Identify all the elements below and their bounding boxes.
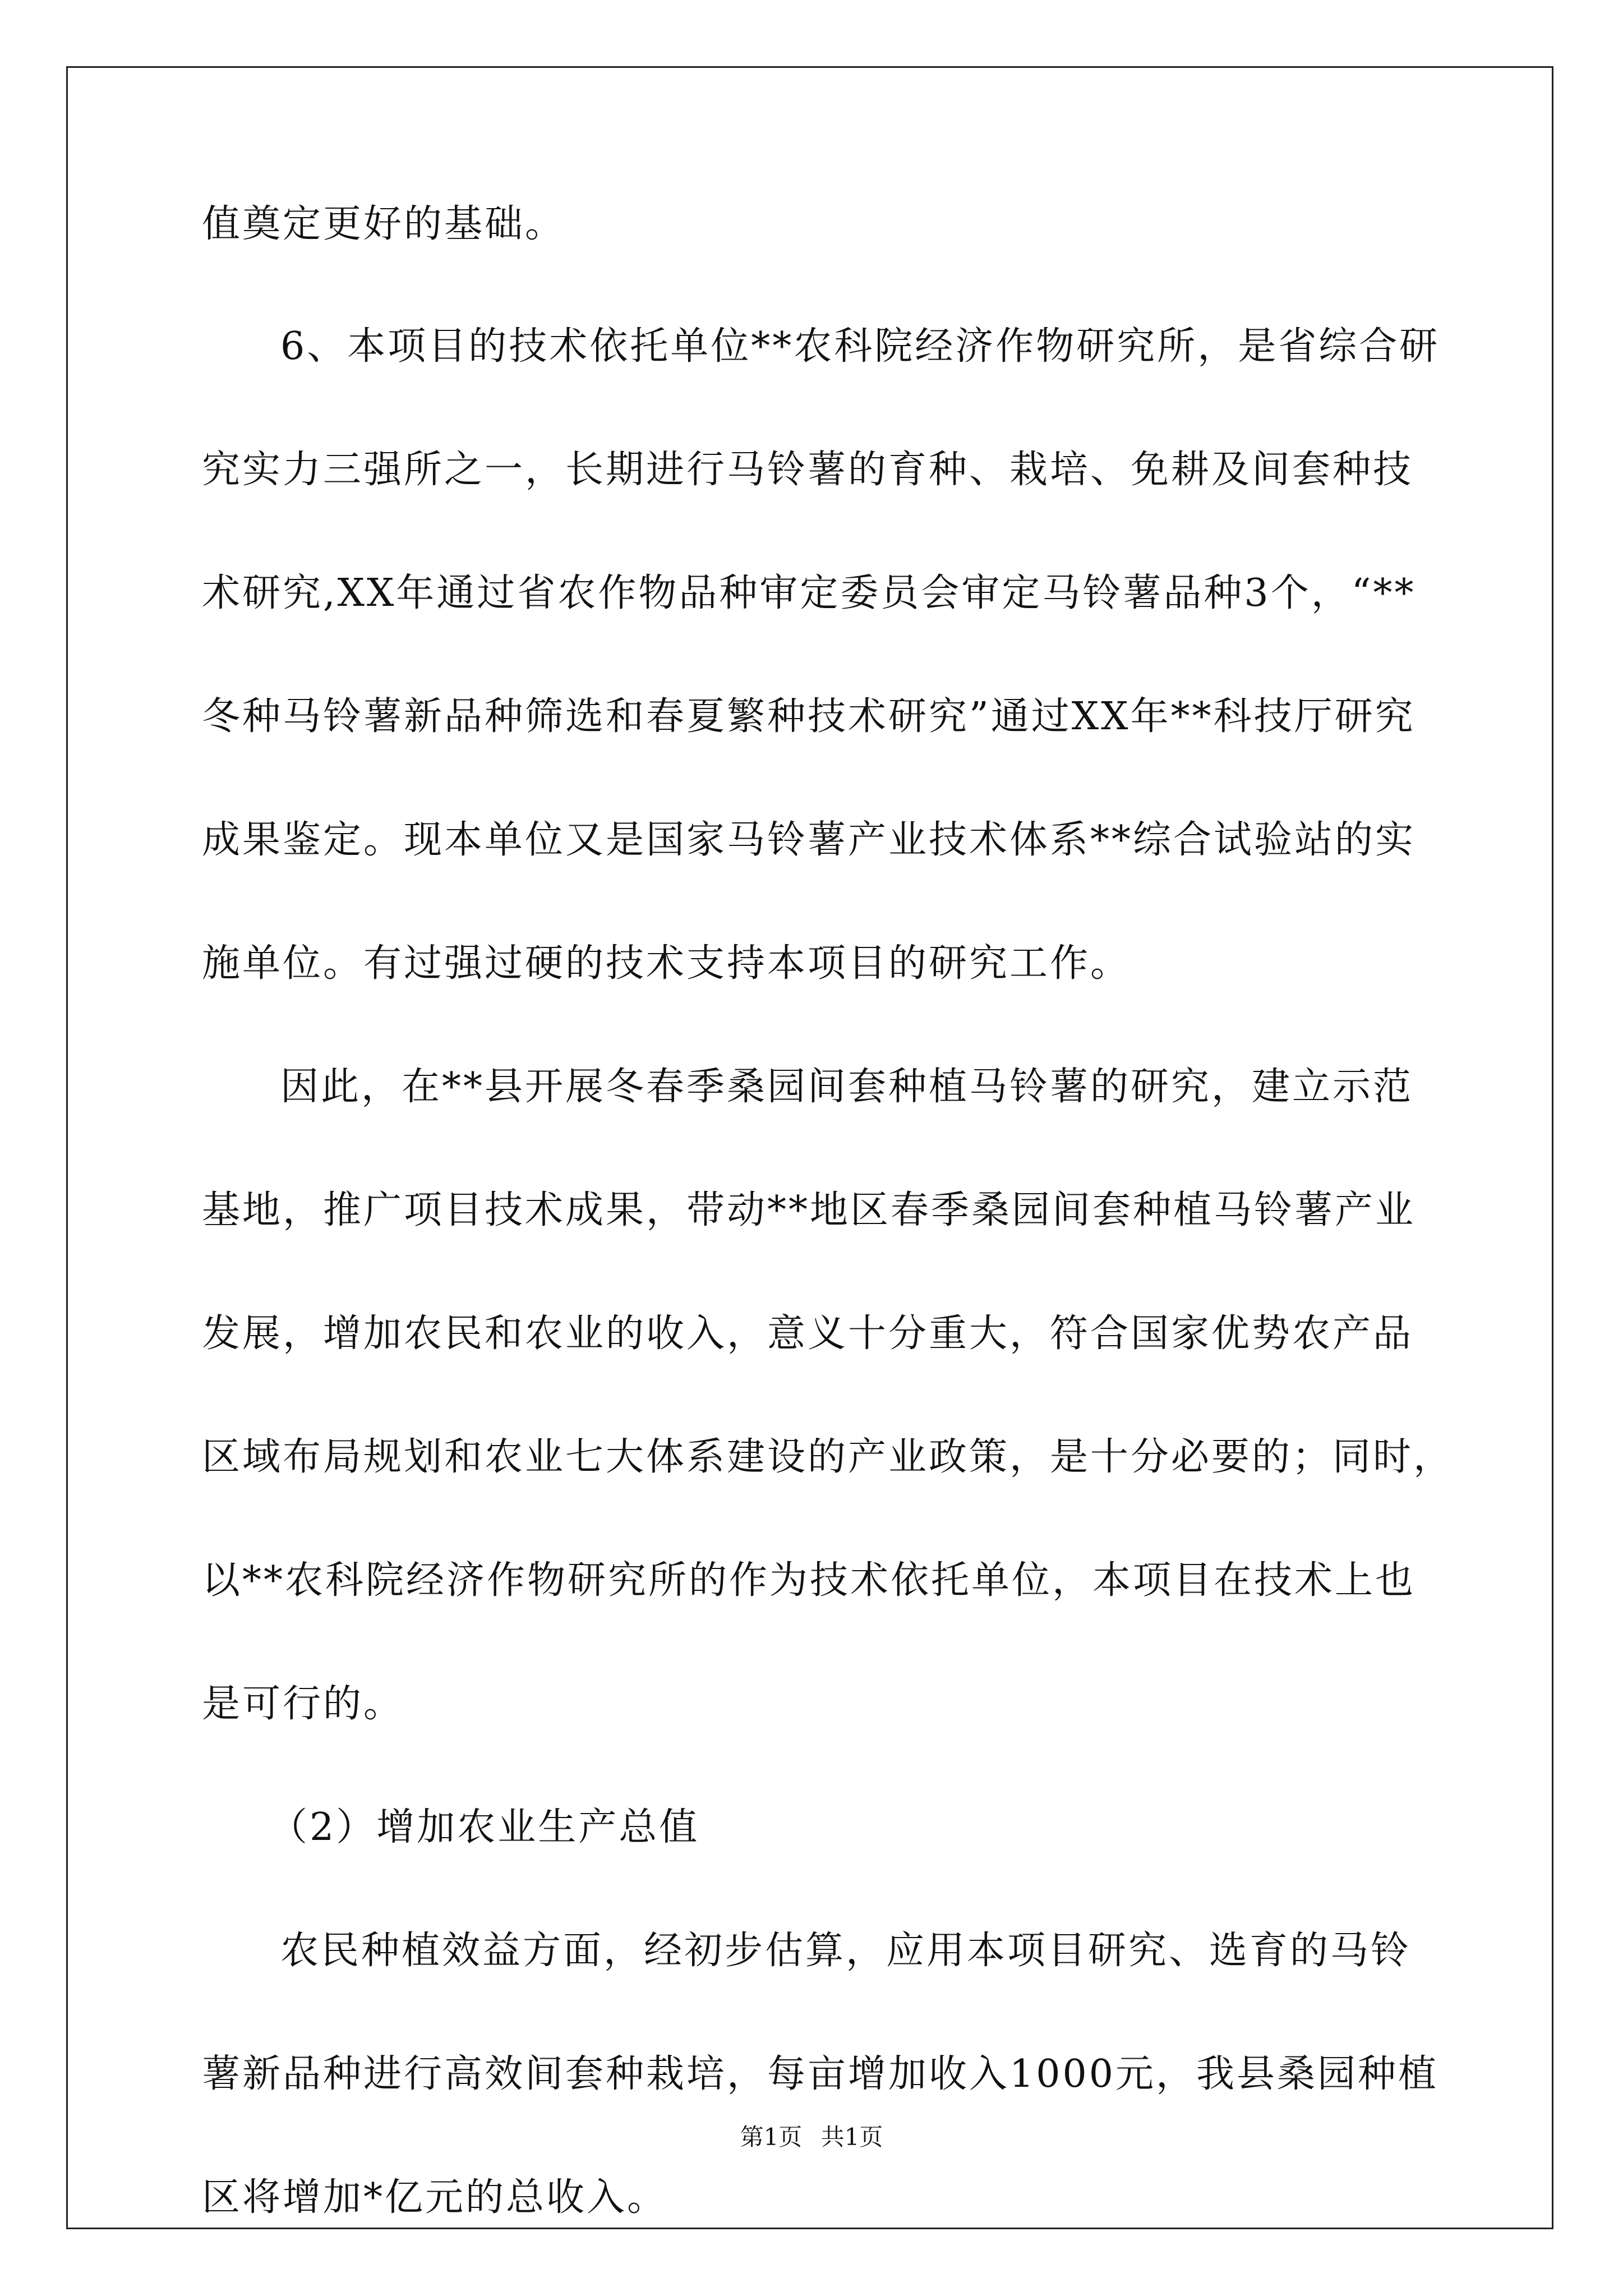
text-line: 发展，增加农民和农业的收入，意义十分重大，符合国家优势农产品	[202, 1312, 1414, 1356]
text-line: 是可行的。	[202, 1682, 404, 1726]
text-line: 成果鉴定。现本单位又是国家马铃薯产业技术体系**综合试验站的实	[202, 818, 1416, 862]
text-line: 区将增加*亿元的总收入。	[202, 2175, 668, 2220]
section-heading: （2）增加农业生产总值	[269, 1805, 700, 1849]
text-line: 6、本项目的技术依托单位**农科院经济作物研究所，是省综合研	[280, 324, 1440, 369]
text-line: 以**农科院经济作物研究所的作为技术依托单位，本项目在技术上也	[202, 1558, 1416, 1603]
text-line: 术研究,XX年通过省农作物品种审定委员会审定马铃薯品种3个，“**	[202, 571, 1416, 615]
text-line: 施单位。有过强过硬的技术支持本项目的研究工作。	[202, 941, 1131, 986]
page-number: 第1页	[740, 2123, 803, 2151]
text-line: 冬种马铃薯新品种筛选和春夏繁种技术研究”通过XX年**科技厅研究	[202, 694, 1415, 739]
text-line: 薯新品种进行高效间套种栽培，每亩增加收入1000元，我县桑园种植	[202, 2052, 1439, 2096]
page-total: 共1页	[820, 2123, 883, 2151]
text-line: 值奠定更好的基础。	[202, 202, 566, 246]
text-line: 究实力三强所之一，长期进行马铃薯的育种、栽培、免耕及间套种技	[202, 448, 1414, 492]
text-line: 区域布局规划和农业七大体系建设的产业政策，是十分必要的；同时，	[202, 1435, 1454, 1479]
page-border	[66, 66, 1553, 2229]
text-line: 基地，推广项目技术成果，带动**地区春季桑园间套种植马铃薯产业	[202, 1188, 1416, 1232]
page-footer	[0, 2123, 1623, 2151]
text-line: 因此，在**县开展冬春季桑园间套种植马铃薯的研究，建立示范	[280, 1065, 1414, 1109]
text-line: 农民种植效益方面，经初步估算，应用本项目研究、选育的马铃	[280, 1929, 1412, 1973]
